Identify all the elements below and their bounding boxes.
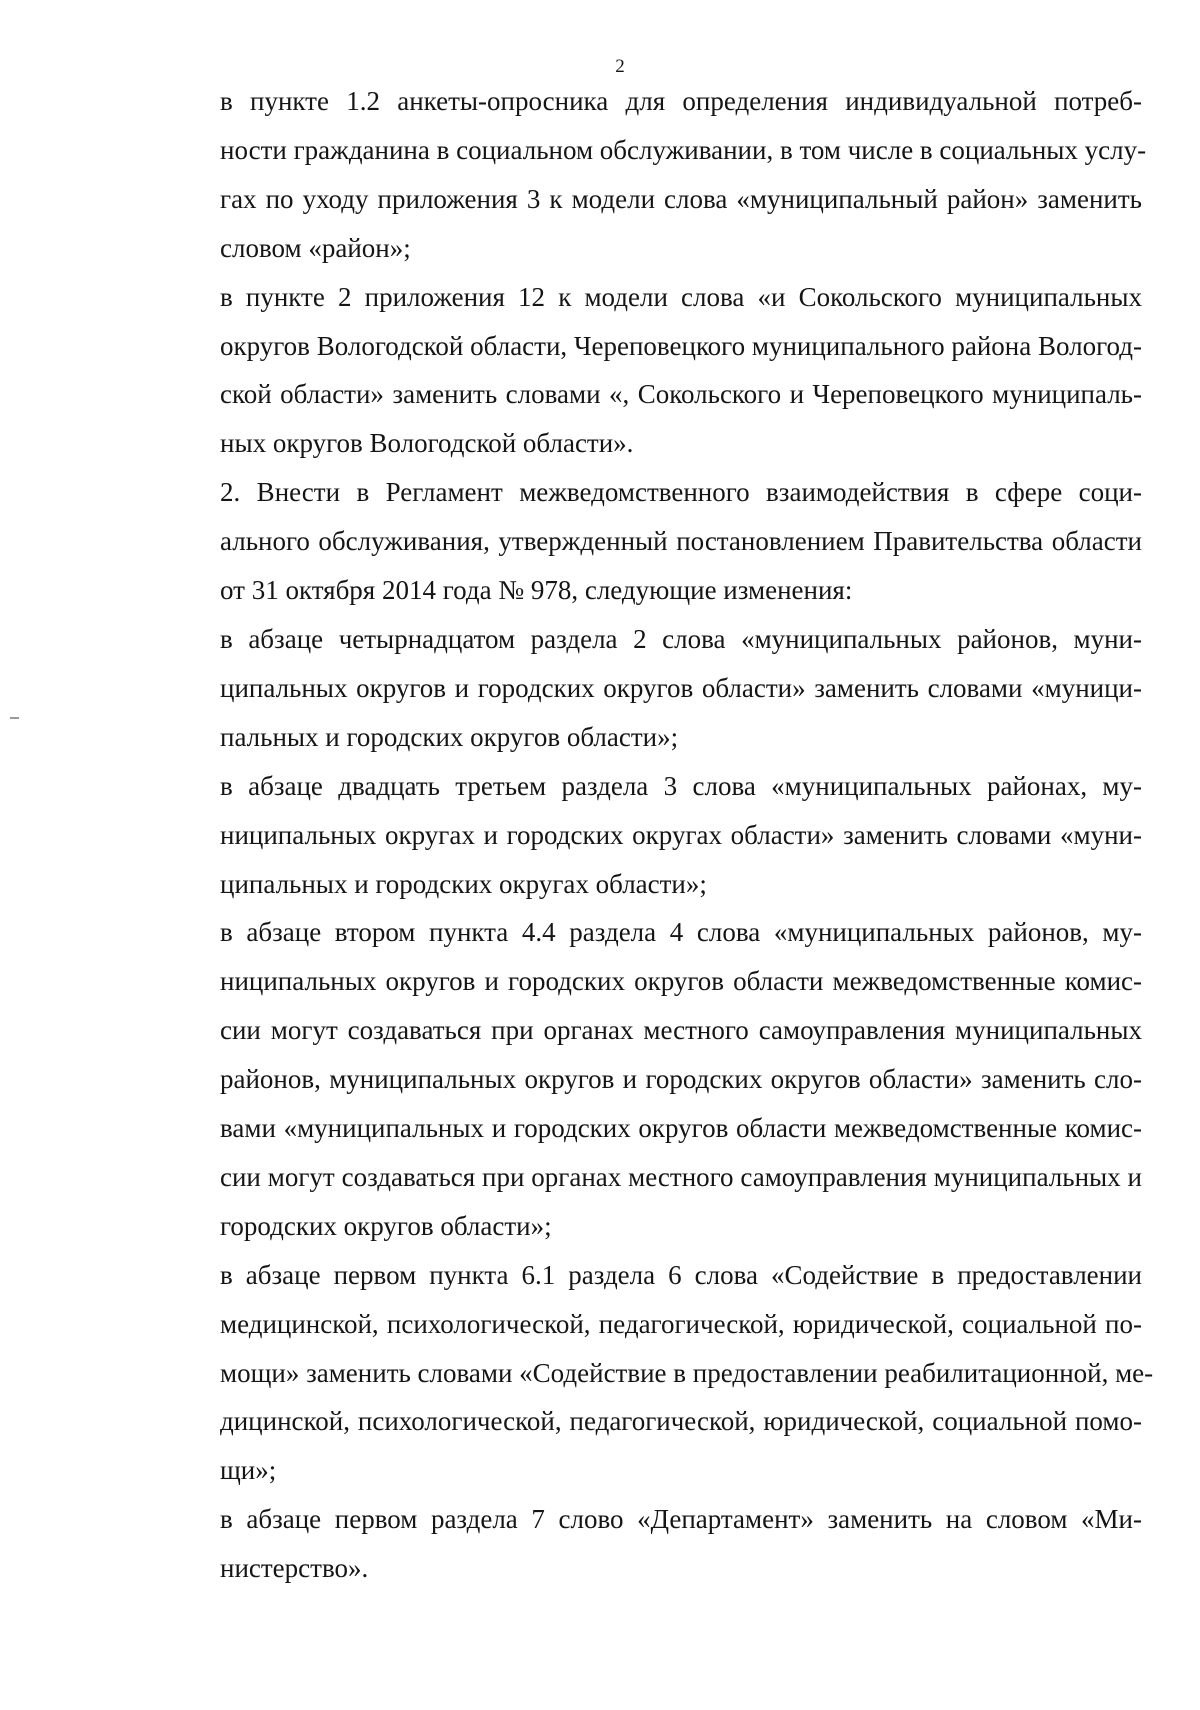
paragraph-amend-section-2 <box>150 615 1142 762</box>
text-line: вами «муниципальных и городских округов области межведомственные комис- <box>220 1113 1142 1144</box>
scan-artifact-mark <box>10 717 19 719</box>
text-line: ниципальных округах и городских округах области» заменить словами «муни- <box>220 819 1142 850</box>
text-line: 2. Внести в Регламент межведомственного взаимодействия в сфере соци- <box>220 477 1142 508</box>
text-line: в пункте 1.2 анкеты-опросника для определения индивидуальной потреб- <box>220 86 1142 116</box>
text-line: щи»; <box>220 1455 277 1486</box>
paragraph-amend-section-4 <box>150 908 1142 1250</box>
text-line: словом «район»; <box>220 232 411 263</box>
text-line: в абзаце четырнадцатом раздела 2 слова «муниципальных районов, муни- <box>220 623 1142 654</box>
text-line: медицинской, психологической, педагогической, юридической, социальной по- <box>220 1308 1142 1339</box>
text-line: в абзаце двадцать третьем раздела 3 слова «муниципальных районах, му- <box>220 770 1142 801</box>
text-line: ных округов Вологодской области». <box>220 428 634 459</box>
text-line: в абзаце втором пункта 4.4 раздела 4 слова «муниципальных районов, му- <box>220 917 1142 948</box>
text-line: сии могут создаваться при органах местного самоуправления муниципальных и <box>220 1161 1142 1192</box>
text-line: округов Вологодской области, Череповецкого муниципального района Вологод- <box>220 330 1142 361</box>
text-line: ниципальных округов и городских округов области межведомственные комис- <box>220 966 1142 997</box>
text-line: сии могут создаваться при органах местного самоуправления муниципальных <box>220 1015 1142 1046</box>
text-line: гах по уходу приложения 3 к модели слова «муниципальный район» заменить <box>220 183 1142 214</box>
paragraph-item-2-regulation <box>150 468 1142 615</box>
paragraph-amend-appendix-12 <box>150 273 1142 469</box>
text-line: в пункте 2 приложения 12 к модели слова «и Сокольского муниципальных <box>220 281 1142 312</box>
text-line: ального обслуживания, утвержденный постановлением Правительства области <box>220 526 1142 557</box>
text-line: в абзаце первом пункта 6.1 раздела 6 слова «Содействие в предоставлении <box>220 1259 1142 1290</box>
text-line: мощи» заменить словами «Содействие в предоставлении реабилитационной, ме- <box>220 1357 1154 1388</box>
text-line: в абзаце первом раздела 7 слово «Департамент» заменить на словом «Ми- <box>220 1504 1142 1535</box>
text-line: от 31 октября 2014 года № 978, следующие изменения: <box>220 575 853 606</box>
paragraph-amend-section-7 <box>150 1495 1142 1593</box>
text-line: городских округов области»; <box>220 1210 552 1241</box>
paragraph-amend-section-6 <box>150 1251 1154 1496</box>
text-line: дицинской, психологической, педагогической, юридической, социальной помо- <box>220 1406 1142 1437</box>
page-number: 2 <box>615 56 625 77</box>
paragraph-amend-section-3 <box>150 762 1142 909</box>
text-line: ципальных округов и городских округов области» заменить словами «муници- <box>220 672 1142 703</box>
text-line: ности гражданина в социальном обслуживании, в том числе в социальных услу- <box>220 134 1147 165</box>
text-line: пальных и городских округов области»; <box>220 721 679 752</box>
document-body <box>150 77 1154 1593</box>
text-line: ской области» заменить словами «, Сокольского и Череповецкого муниципаль- <box>220 379 1142 410</box>
text-line: нистерство». <box>220 1553 369 1584</box>
text-line: районов, муниципальных округов и городских округов области» заменить сло- <box>220 1064 1142 1095</box>
paragraph-amend-item-1-2 <box>150 77 1147 273</box>
text-line: ципальных и городских округах области»; <box>220 868 707 899</box>
